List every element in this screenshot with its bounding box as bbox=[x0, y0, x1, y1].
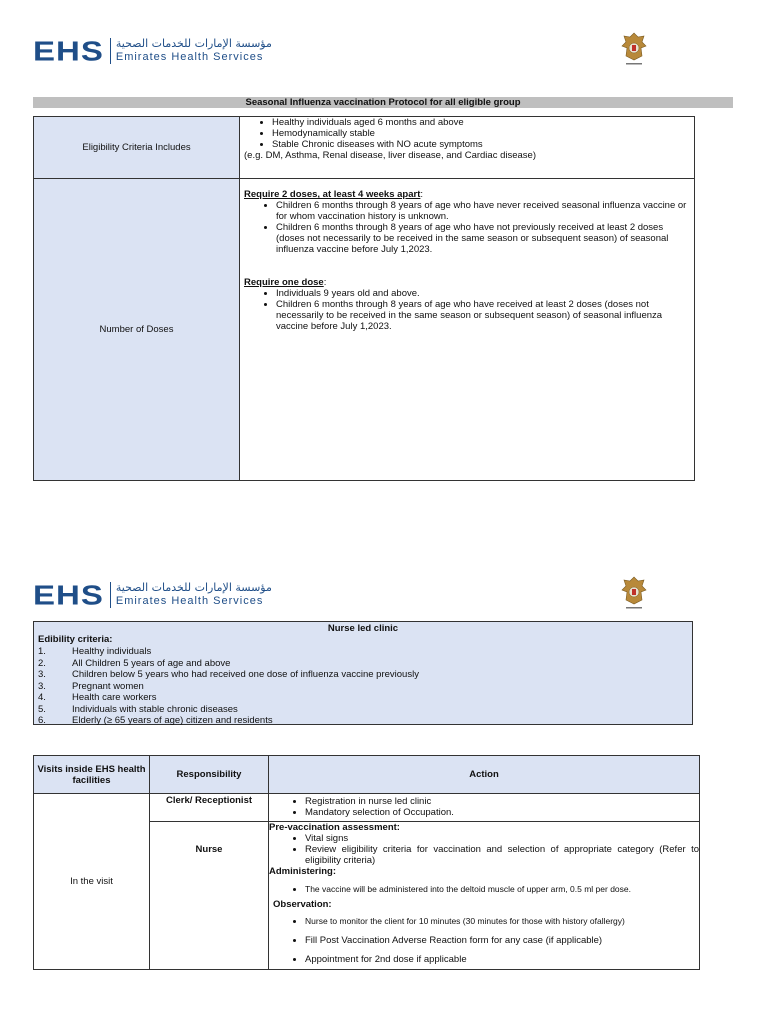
nurse-clinic-box bbox=[33, 621, 693, 725]
nurse-actions-cell bbox=[269, 822, 700, 970]
logo-mark: EHS bbox=[33, 34, 104, 67]
one-dose-item: • Individuals 9 years old and above. bbox=[276, 288, 690, 299]
two-dose-item: • Children 6 months through 8 years of age who have not previously received at least 2 doses (doses not necessarily to be received in the same season or subsequent season) of seasonal influenza vaccine before July 1,2023. bbox=[276, 222, 690, 255]
criteria-item: 3. Children below 5 years who had received one dose of influenza vaccine previously bbox=[38, 669, 419, 680]
ehs-logo bbox=[33, 34, 272, 67]
col-action-header: Action bbox=[269, 756, 700, 794]
protocol-title: Seasonal Influenza vaccination Protocol for all eligible group bbox=[245, 97, 521, 108]
doses-label-cell bbox=[34, 179, 240, 481]
logo-english-text: Emirates Health Services bbox=[115, 50, 264, 63]
eligibility-label: Eligibility Criteria Includes bbox=[82, 142, 191, 153]
uae-emblem-icon bbox=[620, 574, 648, 615]
protocol-table bbox=[33, 116, 695, 481]
col-visits-header: Visits inside EHS health facilities bbox=[34, 756, 150, 794]
doses-content-cell: Require 2 doses, at least 4 weeks apart: • Children 6 months through 8 years of age who have never received seasonal influenza vaccine or for whom vaccination history is unknown. • Children 6 months through 8 years of age who have not previously received at least 2 doses (doses not necessarily to be received in the same season or subsequent season) of seasonal influenza vaccine before July 1,2023. Require one dose: • Individuals 9 years old and above. • Children 6 months through 8 years of age who have received at least 2 doses (doses not necessarily to be received in the same season or subsequent season) of seasonal influenza vaccine before July 1,2023. bbox=[240, 179, 695, 481]
observation-heading: Observation: bbox=[273, 899, 332, 910]
obs-item: • Nurse to monitor the client for 10 minutes (30 minutes for those with history ofallergy) bbox=[305, 916, 699, 927]
eligibility-item: • Hemodynamically stable bbox=[272, 128, 690, 139]
protocol-title-bar bbox=[33, 97, 733, 108]
criteria-item: 1. Healthy individuals bbox=[38, 646, 152, 657]
nurse-label: Nurse bbox=[195, 844, 223, 855]
eligibility-content-cell bbox=[240, 117, 695, 179]
clerk-actions-cell bbox=[269, 794, 700, 822]
criteria-item: 2. All Children 5 years of age and above bbox=[38, 657, 231, 669]
visits-table bbox=[33, 755, 700, 970]
pre-item: • Vital signs bbox=[305, 833, 699, 844]
logo-english-text: Emirates Health Services bbox=[115, 594, 264, 607]
criteria-heading: Edibility criteria: bbox=[38, 634, 113, 645]
criteria-item: 6. Elderly (≥ 65 years of age) citizen and residents bbox=[38, 715, 273, 726]
eligibility-note: (e.g. DM, Asthma, Renal disease, liver disease, and Cardiac disease) bbox=[244, 150, 536, 161]
col-responsibility-header: Responsibility bbox=[150, 756, 269, 794]
obs-item: • Appointment for 2nd dose if applicable bbox=[305, 954, 699, 965]
clerk-label-cell bbox=[150, 794, 269, 822]
uae-emblem-icon bbox=[620, 30, 648, 71]
clerk-label: Clerk/ Receptionist bbox=[165, 795, 253, 806]
doses-label: Number of Doses bbox=[99, 324, 174, 335]
two-dose-item: • Children 6 months through 8 years of age who have never received seasonal influenza vaccine or for whom vaccination history is unknown. bbox=[276, 200, 690, 222]
nurse-label-cell bbox=[150, 822, 269, 970]
visit-label-cell bbox=[34, 794, 150, 970]
ehs-logo-second bbox=[33, 578, 272, 611]
clerk-action: • Registration in nurse led clinic bbox=[305, 796, 699, 807]
eligibility-item: • Stable Chronic diseases with NO acute symptoms bbox=[272, 139, 690, 150]
eligibility-item: • Healthy individuals aged 6 months and above bbox=[272, 117, 690, 128]
two-dose-heading: Require 2 doses, at least 4 weeks apart bbox=[244, 189, 421, 200]
pre-vaccination-heading: Pre-vaccination assessment: bbox=[269, 822, 400, 833]
criteria-item: 3. Pregnant women bbox=[38, 680, 144, 692]
clerk-action: • Mandatory selection of Occupation. bbox=[305, 807, 699, 818]
criteria-list bbox=[38, 646, 688, 727]
nurse-clinic-title: Nurse led clinic bbox=[327, 623, 399, 634]
logo-arabic-text: مؤسسة الإمارات للخدمات الصحية bbox=[115, 581, 272, 595]
pre-item: • Review eligibility criteria for vaccination and selection of appropriate category (Refer to eligibility criteria) bbox=[305, 844, 699, 866]
logo-divider bbox=[110, 38, 111, 64]
one-dose-heading: Require one dose bbox=[244, 277, 324, 288]
logo-divider bbox=[110, 582, 111, 608]
admin-item: • The vaccine will be administered into the deltoid muscle of upper arm, 0.5 ml per dose. bbox=[305, 884, 699, 895]
logo-arabic-text: مؤسسة الإمارات للخدمات الصحية bbox=[115, 37, 272, 51]
logo-mark: EHS bbox=[33, 578, 104, 611]
administering-heading: Administering: bbox=[269, 866, 337, 877]
obs-item: • Fill Post Vaccination Adverse Reaction form for any case (if applicable) bbox=[305, 935, 699, 946]
eligibility-label-cell bbox=[34, 117, 240, 179]
criteria-item: 4. Health care workers bbox=[38, 692, 157, 703]
visit-label: In the visit bbox=[70, 876, 113, 887]
one-dose-item: • Children 6 months through 8 years of age who have received at least 2 doses (doses not necessarily to be received in the same season or subsequent season) of seasonal influenza vaccine before July 1,2023. bbox=[276, 299, 690, 332]
criteria-item: 5. Individuals with stable chronic diseases bbox=[38, 703, 238, 715]
